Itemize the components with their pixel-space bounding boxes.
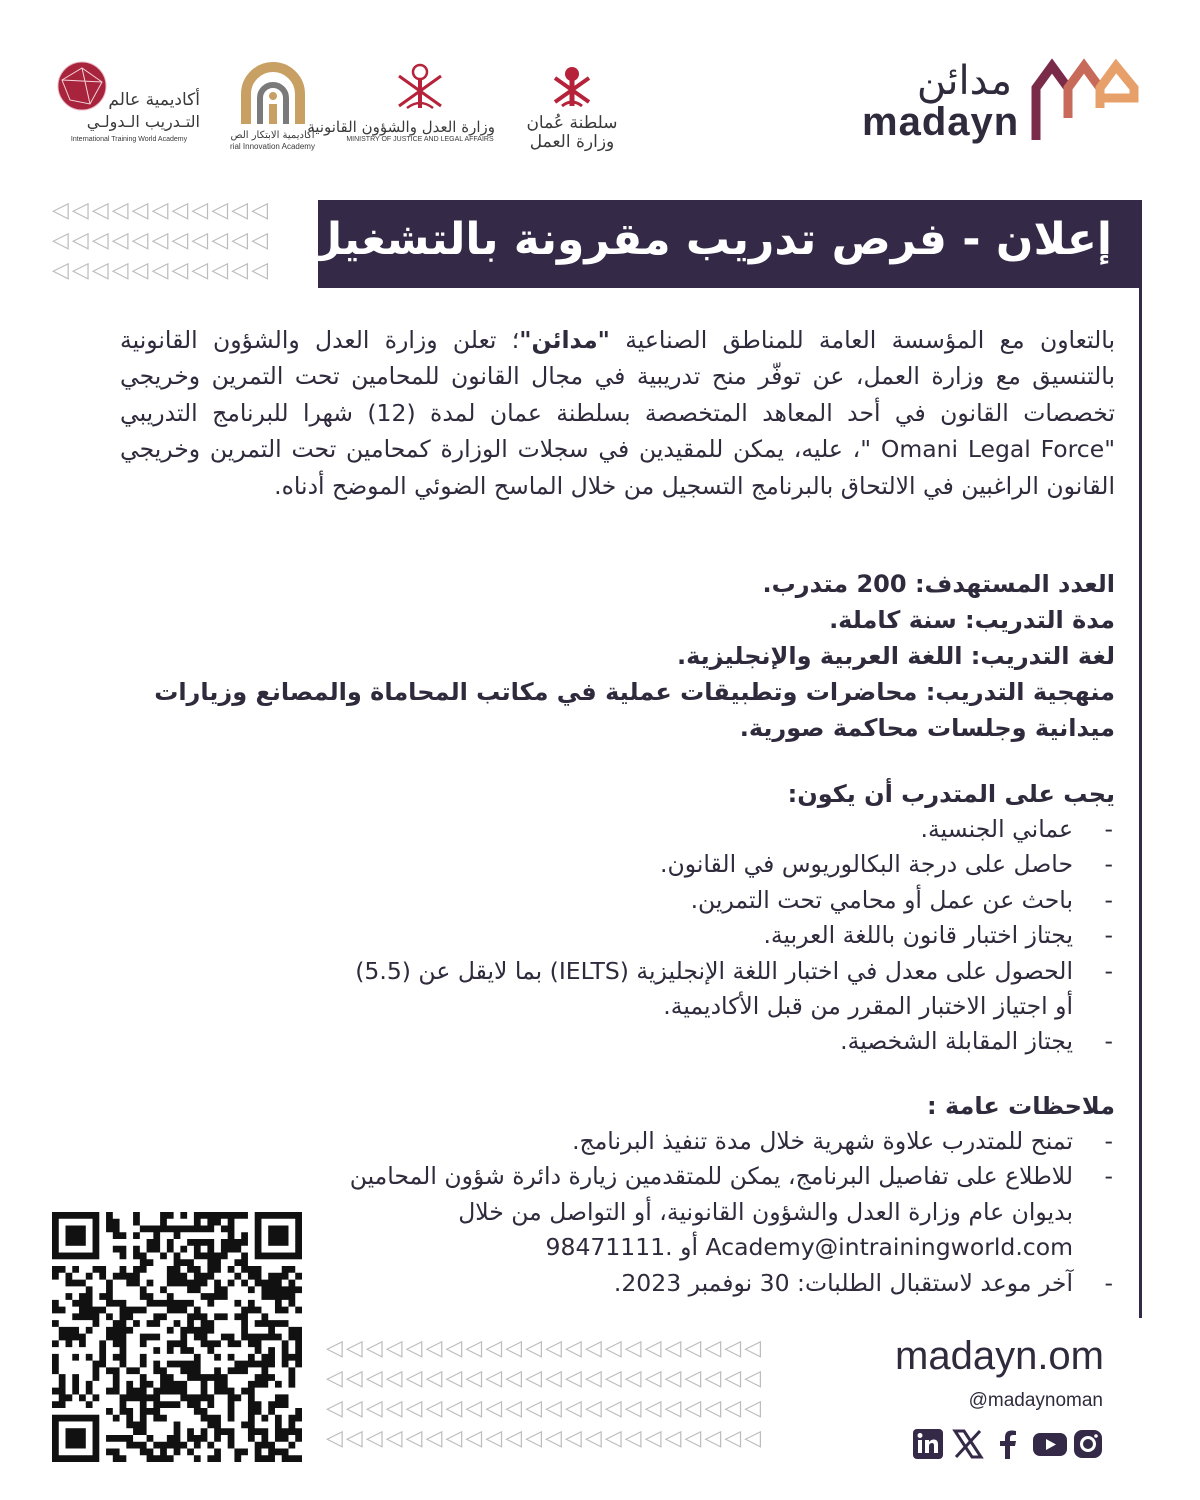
notes-title: ملاحظات عامة : (926, 1092, 1115, 1120)
list-dash: - (1104, 1268, 1113, 1297)
justice-caption-english: MINISTRY OF JUSTICE AND LEGAL AFFAIRS (346, 136, 494, 143)
list-item (120, 918, 1115, 953)
itwa-caption-english: International Training World Academy (70, 136, 188, 143)
social-handle[interactable]: @madaynoman (968, 1390, 1103, 1411)
list-dash: - (1104, 885, 1113, 914)
youtube-icon[interactable] (1032, 1428, 1064, 1460)
itwa-logo (50, 60, 210, 150)
list-dash: - (1104, 921, 1113, 950)
list-item (120, 847, 1115, 882)
justice-caption-arabic: وزارة العدل والشؤون القانونية (307, 118, 495, 136)
qr-modules (52, 1212, 302, 1462)
innovation-caption-english: rial Innovation Academy (230, 142, 315, 151)
qr-finder-pattern (55, 1215, 96, 1256)
labour-caption-line2: وزارة العمل (529, 131, 615, 152)
intro-text-3: "، عليه، يمكن للمقيدين في سجلات الوزارة كمحامين تحت التمرين وخريجي القانون الراغبين في الالتحاق بالبرنامج التسجيل من خلال الماسح الضوئي الموضح أدناه. (120, 435, 1115, 500)
madayn-logo-arabic: مدائن (916, 58, 1012, 104)
fact-language: لغة التدريب: اللغة العربية والإنجليزية. (676, 642, 1115, 670)
fact-target-count: العدد المستهدف: 200 متدرب. (762, 570, 1115, 598)
qr-finder-pattern (258, 1215, 299, 1256)
divider-line (1139, 288, 1142, 1318)
list-item (190, 1124, 1115, 1159)
decorative-triangles-top: ◁◁◁◁◁◁◁◁◁◁◁ ◁◁◁◁◁◁◁◁◁◁◁ ◁◁◁◁◁◁◁◁◁◁◁ (52, 198, 272, 283)
list-dash: - (1104, 956, 1113, 985)
innovation-academy-logo (225, 60, 320, 160)
list-item-text: عماني الجنسية. (920, 815, 1073, 843)
list-dash: - (1104, 1027, 1113, 1056)
list-item-text: للاطلاع على تفاصيل البرنامج، يمكن للمتقدمين زيارة دائرة شؤون المحامين بديوان عام وزارة العدل والشؤون القانونية، أو التواصل من خلال (349, 1162, 1073, 1226)
contact-or: أو (680, 1233, 699, 1262)
list-dash: - (1104, 850, 1113, 879)
page-title: إعلان - فرص تدريب مقرونة بالتشغيل (304, 214, 1112, 265)
decorative-triangles-bottom: ◁◁◁◁◁◁◁◁◁◁◁◁◁◁◁◁◁◁◁◁◁◁ ◁◁◁◁◁◁◁◁◁◁◁◁◁◁◁◁◁◁◁◁◁◁ ◁◁◁◁◁◁◁◁◁◁◁◁◁◁◁◁◁◁◁◁◁◁ ◁◁◁◁◁◁◁◁◁◁◁◁◁◁◁◁◁◁◁◁◁◁ (326, 1336, 765, 1451)
requirements-list (120, 812, 1115, 1060)
list-item (190, 1266, 1115, 1301)
list-item (190, 1159, 1115, 1265)
labour-caption-line1: سلطنة عُمان (526, 113, 618, 133)
list-item-text: الحصول على معدل في اختبار اللغة الإنجليزية (IELTS) بما لايقل عن (5.5) أو اجتياز الاختبار المقرر من قبل الأكاديمية. (355, 956, 1073, 1021)
list-dash: - (1104, 815, 1113, 843)
innovation-academy-mark-icon (238, 60, 308, 126)
itwa-caption-line1: أكاديمية عالم (108, 90, 200, 110)
madayn-logo-english: madayn (862, 100, 1020, 144)
list-dash: - (1104, 1127, 1113, 1155)
intro-bold-madayn: "مدائن" (519, 326, 610, 354)
innovation-caption-arabic: أكاديمية الابتكار الص (230, 130, 315, 141)
list-item-text: يجتاز المقابلة الشخصية. (840, 1027, 1073, 1056)
social-icons (912, 1426, 1104, 1462)
itwa-caption-line2: التـدريب الـدولـي (86, 112, 200, 131)
qr-code[interactable] (52, 1212, 302, 1462)
facebook-icon[interactable] (992, 1428, 1024, 1460)
oman-emblem-icon (547, 58, 597, 110)
fact-duration: مدة التدريب: سنة كاملة. (829, 606, 1115, 634)
requirements-title: يجب على المتدرب أن يكون: (787, 780, 1115, 808)
oman-emblem-icon (393, 58, 447, 114)
linkedin-icon[interactable] (912, 1428, 944, 1460)
list-item-text: آخر موعد لاستقبال الطلبات: 30 نوفمبر 2023. (613, 1268, 1073, 1297)
intro-paragraph (120, 322, 1115, 504)
qr-finder-pattern (55, 1418, 96, 1459)
list-item-text: باحث عن عمل أو محامي تحت التمرين. (690, 885, 1073, 914)
list-item-text: حاصل على درجة البكالوريوس في القانون. (659, 850, 1073, 879)
list-dash: - (1104, 1162, 1113, 1191)
madayn-mark-icon (1022, 58, 1142, 144)
header-banner (304, 200, 1142, 288)
list-item (120, 812, 1115, 847)
contact-phone[interactable]: 98471111. (545, 1233, 673, 1262)
intro-program-name: Omani Legal Force (880, 435, 1105, 464)
intro-text-1: بالتعاون مع المؤسسة العامة للمناطق الصناعية (609, 326, 1116, 354)
list-item-text: تمنح للمتدرب علاوة شهرية خلال مدة تنفيذ البرنامج. (572, 1127, 1073, 1155)
website-link[interactable]: madayn.om (895, 1334, 1104, 1378)
list-item-text: يجتاز اختبار قانون باللغة العربية. (763, 921, 1073, 950)
intro-text-2: ؛ تعلن وزارة العدل والشؤون القانونية بالتنسيق مع وزارة العمل، عن توفّر منح تدريبية في مجال القانون للمحامين تحت التمرين وخريجي تخصصات القانون في أحد المعاهد المتخصصة بسلطنة عمان لمدة (12) شهرا للبرنامج التدريبي " (120, 326, 1115, 464)
ministry-of-justice-logo (307, 58, 495, 158)
madayn-logo (862, 58, 1147, 148)
list-item (120, 883, 1115, 918)
ministry-of-labour-logo (512, 58, 632, 158)
instagram-icon[interactable] (1072, 1428, 1104, 1460)
list-item (120, 954, 1115, 1025)
fact-methodology: منهجية التدريب: محاضرات وتطبيقات عملية في مكاتب المحاماة والمصانع وزيارات ميدانية وجلسات محاكمة صورية. (154, 678, 1115, 742)
contact-email[interactable]: Academy@intrainingworld.com (705, 1233, 1073, 1262)
list-item (120, 1024, 1115, 1059)
program-facts (120, 566, 1115, 746)
x-icon[interactable] (952, 1428, 984, 1460)
